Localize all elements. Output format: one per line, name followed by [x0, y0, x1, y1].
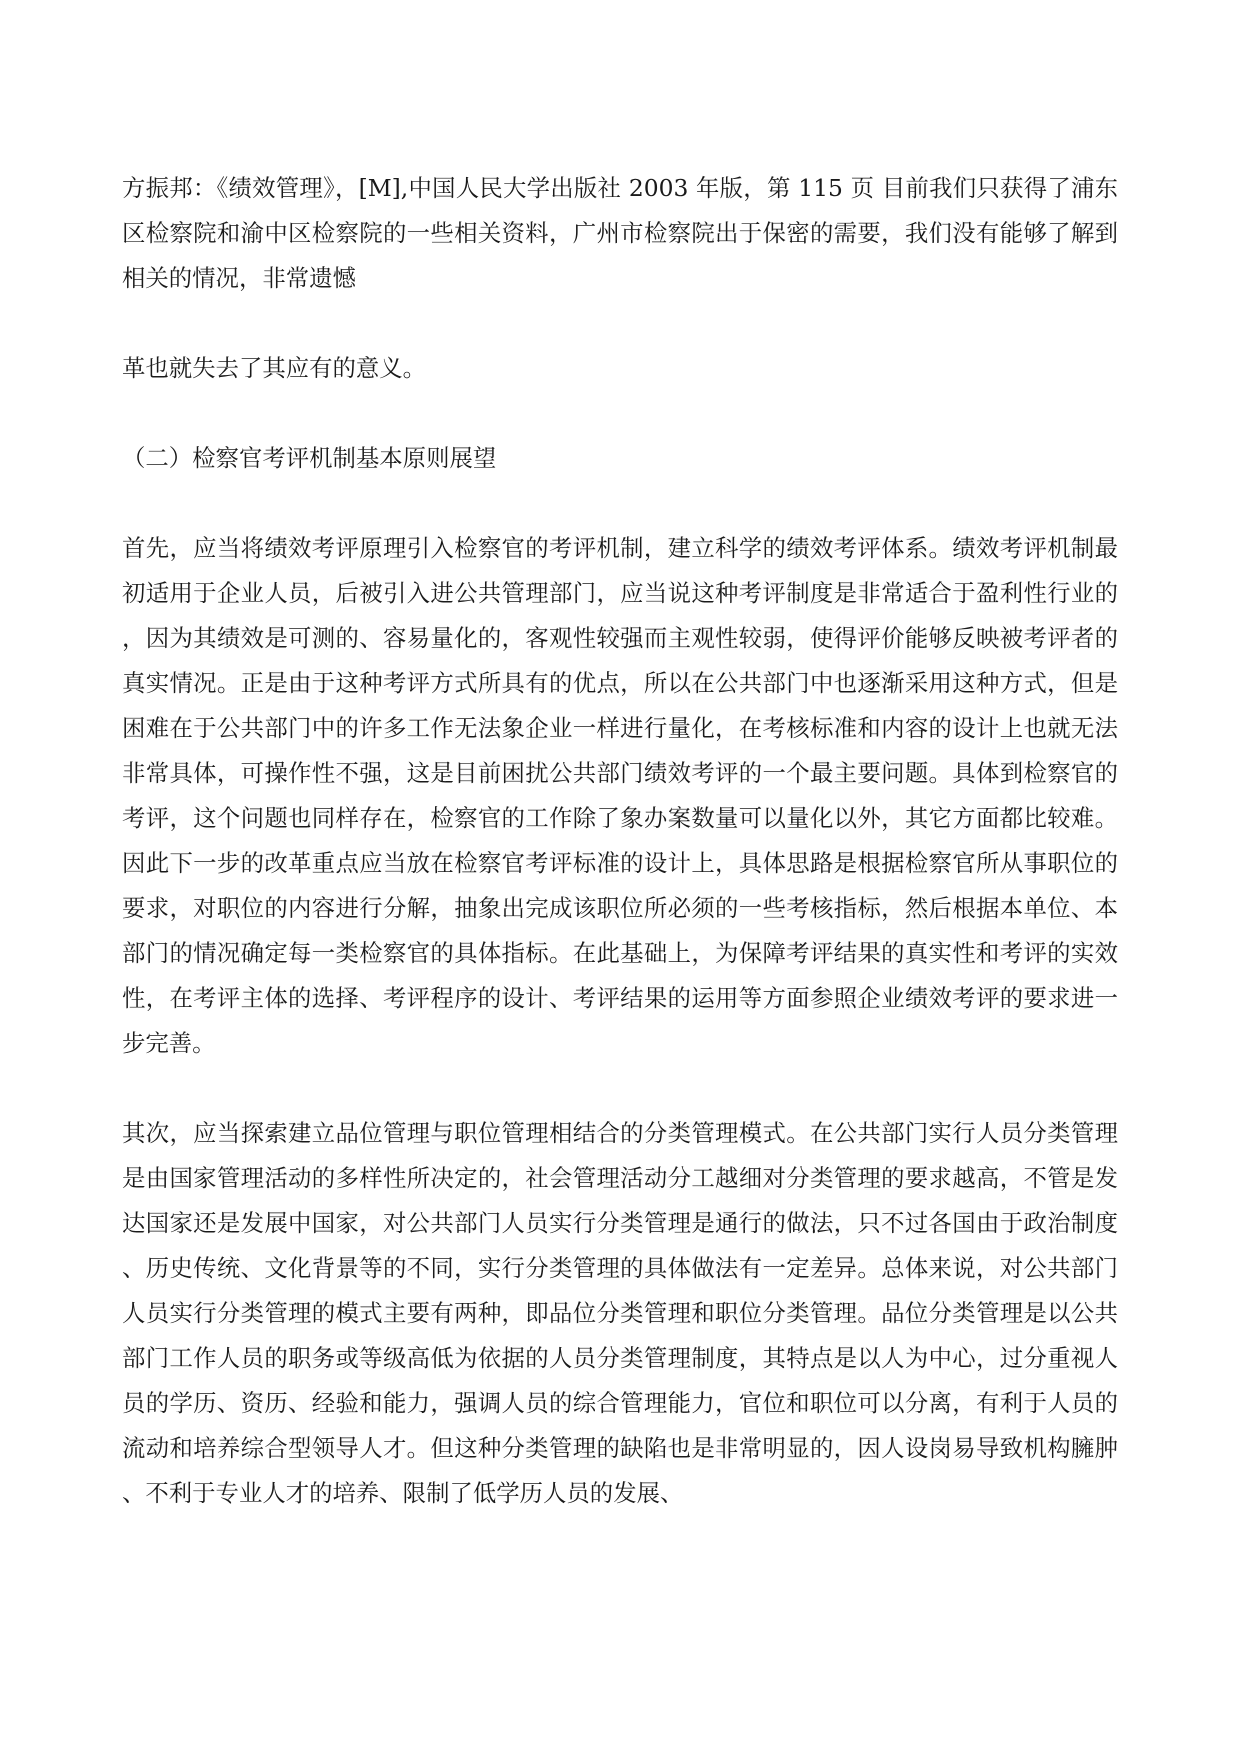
footnote-text: 方振邦：《绩效管理》，[M],中国人民大学出版社 2003 年版，第 115 页 目前我们只获得了浦东区检察院和渝中区检察院的一些相关资料，广州市检察院出于保密的需要，我们没有能够了解到相关的情况，非常遗憾 [122, 174, 1118, 292]
body-paragraph-1: 首先，应当将绩效考评原理引入检察官的考评机制，建立科学的绩效考评体系。绩效考评机制最初适用于企业人员，后被引入进公共管理部门，应当说这种考评制度是非常适合于盈利性行业的，因为其绩效是可测的、容易量化的，客观性较强而主观性较弱，使得评价能够反映被考评者的真实情况。正是由于这种考评方式所具有的优点，所以在公共部门中也逐渐采用这种方式，但是困难在于公共部门中的许多工作无法象企业一样进行量化，在考核标准和内容的设计上也就无法非常具体，可操作性不强，这是目前困扰公共部门绩效考评的一个最主要问题。具体到检察官的考评，这个问题也同样存在，检察官的工作除了象办案数量可以量化以外，其它方面都比较难。因此下一步的改革重点应当放在检察官考评标准的设计上，具体思路是根据检察官所从事职位的要求，对职位的内容进行分解，抽象出完成该职位所必须的一些考核指标，然后根据本单位、本部门的情况确定每一类检察官的具体指标。在此基础上，为保障考评结果的真实性和考评的实效性，在考评主体的选择、考评程序的设计、考评结果的运用等方面参照企业绩效考评的要求进一步完善。 [122, 534, 1118, 1057]
continuation-text: 革也就失去了其应有的意义。 [122, 354, 427, 382]
section-heading: （二）检察官考评机制基本原则展望 [122, 444, 497, 472]
body-paragraph-2: 其次，应当探索建立品位管理与职位管理相结合的分类管理模式。在公共部门实行人员分类管理是由国家管理活动的多样性所决定的，社会管理活动分工越细对分类管理的要求越高，不管是发达国家还是发展中国家，对公共部门人员实行分类管理是通行的做法，只不过各国由于政治制度、历史传统、文化背景等的不同，实行分类管理的具体做法有一定差异。总体来说，对公共部门人员实行分类管理的模式主要有两种，即品位分类管理和职位分类管理。品位分类管理是以公共部门工作人员的职务或等级高低为依据的人员分类管理制度，其特点是以人为中心，过分重视人员的学历、资历、经验和能力，强调人员的综合管理能力，官位和职位可以分离，有利于人员的流动和培养综合型领导人才。但这种分类管理的缺陷也是非常明显的，因人设岗易导致机构臃肿、不利于专业人才的培养、限制了低学历人员的发展、 [122, 1119, 1118, 1507]
document-page [122, 166, 1118, 1516]
